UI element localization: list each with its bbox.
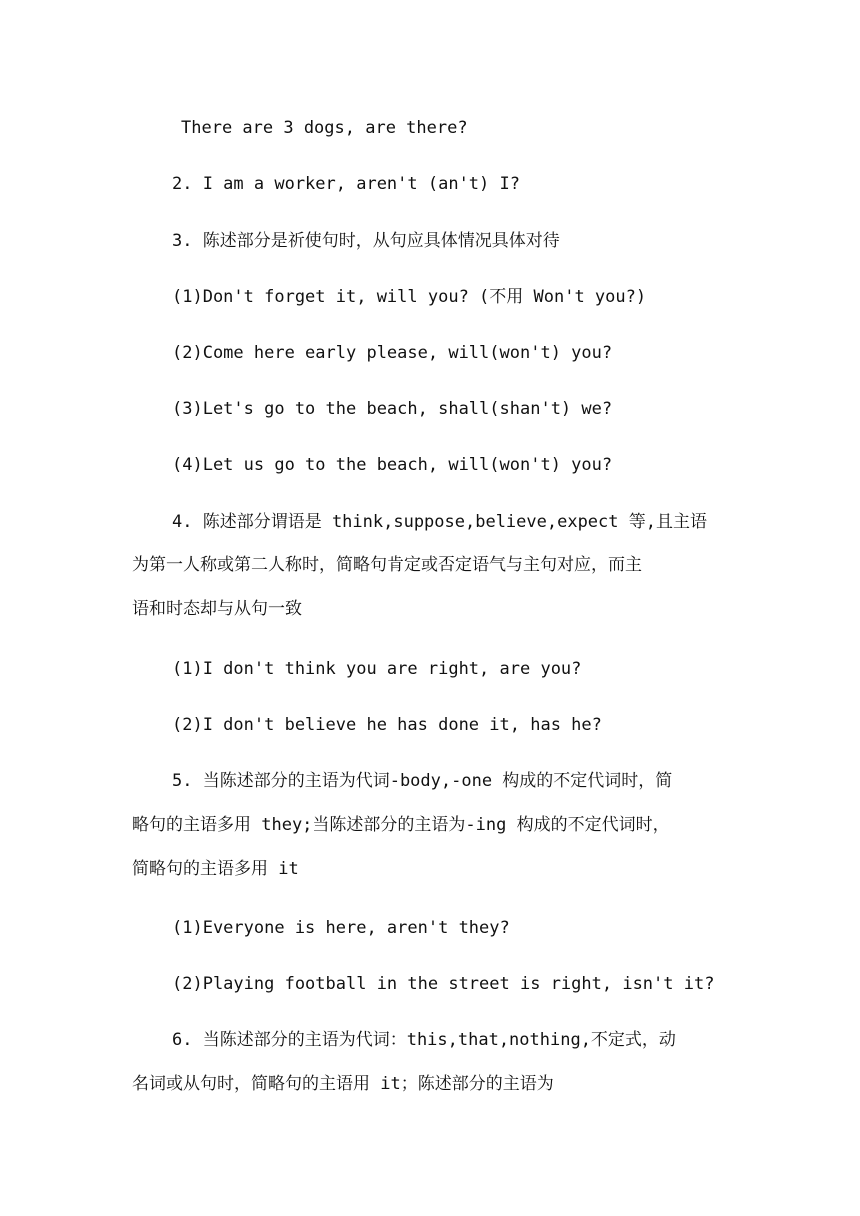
text-line: 简略句的主语多用 it [132, 859, 299, 879]
text-line: 6. 当陈述部分的主语为代词：this,that,nothing,不定式，动 [172, 1030, 676, 1050]
text-line: (2)Playing football in the street is right, isn't it? [172, 974, 715, 994]
text-line: 3. 陈述部分是祈使句时，从句应具体情况具体对待 [172, 231, 560, 251]
text-line: 名词或从句时，简略句的主语用 it；陈述部分的主语为 [132, 1074, 554, 1094]
text-line: There are 3 dogs, are there? [181, 118, 468, 138]
text-line: 语和时态却与从句一致 [132, 599, 302, 619]
text-line: (4)Let us go to the beach, will(won't) you? [172, 455, 613, 475]
text-line: 为第一人称或第二人称时，简略句肯定或否定语气与主句对应，而主 [132, 555, 642, 575]
text-line: (2)Come here early please, will(won't) you? [172, 343, 613, 363]
text-line: (3)Let's go to the beach, shall(shan't) we? [172, 399, 613, 419]
text-line: 略句的主语多用 they;当陈述部分的主语为-ing 构成的不定代词时， [132, 815, 670, 835]
text-line: (1)Everyone is here, aren't they? [172, 918, 510, 938]
text-line: 2. I am a worker, aren't (an't) I? [172, 174, 520, 194]
text-line: (2)I don't believe he has done it, has he? [172, 715, 602, 735]
text-line: (1)Don't forget it, will you? (不用 Won't you?) [172, 287, 647, 307]
text-line: (1)I don't think you are right, are you? [172, 659, 582, 679]
text-line: 5. 当陈述部分的主语为代词-body,-one 构成的不定代词时，简 [172, 771, 673, 791]
text-line: 4. 陈述部分谓语是 think,suppose,believe,expect 等,且主语 [172, 512, 707, 532]
